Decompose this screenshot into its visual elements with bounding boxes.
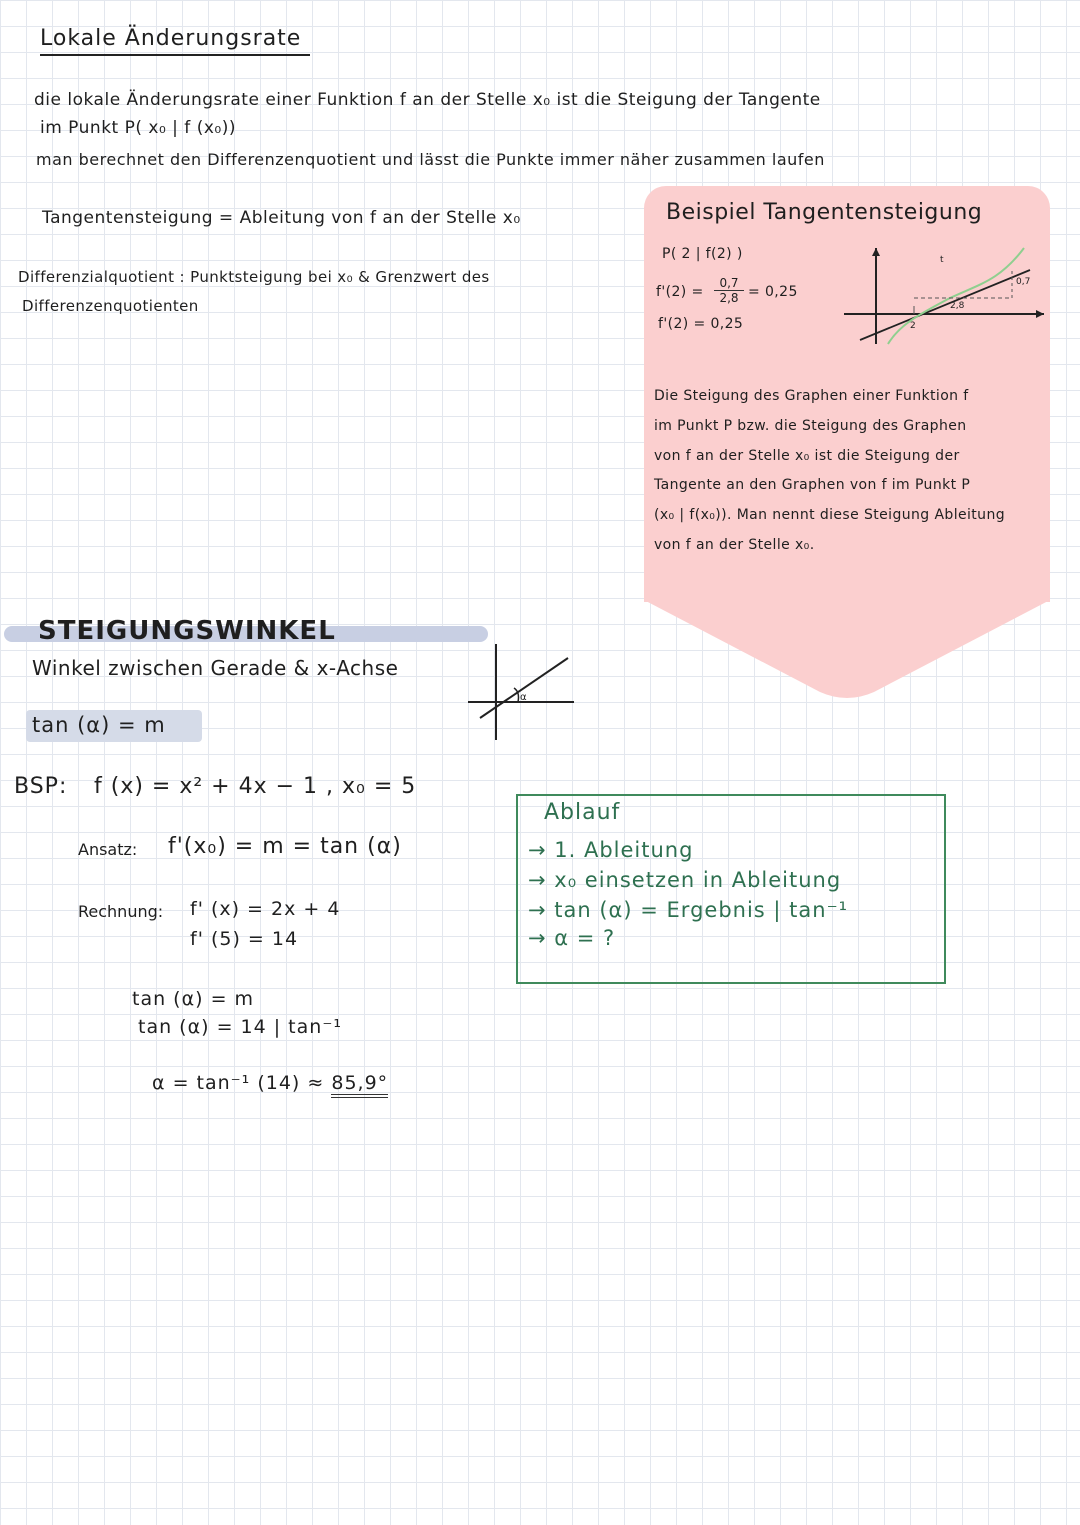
rechnung-line-1: f' (x) = 2x + 4 (190, 898, 341, 920)
fraction-denominator: 2,8 (719, 291, 739, 305)
ablauf-title: Ablauf (544, 800, 621, 825)
ablauf-step-2: → x₀ einsetzen in Ableitung (528, 868, 842, 892)
step-line-2: tan (α) = 14 | tan⁻¹ (138, 1016, 342, 1038)
step-line-1: tan (α) = m (132, 988, 255, 1010)
angle-sketch-label: α (520, 692, 527, 703)
intro-line-2: im Punkt P( x₀ | f (x₀)) (40, 118, 236, 138)
example-result: f'(2) = 0,25 (658, 316, 744, 332)
example-text-line-4: Tangente an den Graphen von f im Punkt P (654, 477, 971, 493)
diff-quotient-line-2: Differenzenquotienten (22, 297, 199, 315)
ansatz-label: Ansatz: (78, 840, 138, 859)
graph-label-dy: 0,7 (1016, 277, 1031, 287)
example-text-line-1: Die Steigung des Graphen einer Funktion f (654, 388, 969, 404)
angle-sketch (462, 640, 582, 744)
tangent-definition: Tangentensteigung = Ableitung von f an der Stelle x₀ (42, 208, 521, 228)
ansatz-formula: f'(x₀) = m = tan (α) (168, 834, 402, 859)
example-text-line-6: von f an der Stelle x₀. (654, 537, 815, 553)
example-text-line-3: von f an der Stelle x₀ ist die Steigung der (654, 448, 960, 464)
step-line-3 (152, 1072, 388, 1094)
fraction-numerator: 0,7 (714, 276, 744, 291)
example-text-line-5: (x₀ | f(x₀)). Man nennt diese Steigung Ableitung (654, 507, 1006, 523)
example-point: P( 2 | f(2) ) (662, 246, 743, 262)
graph-label-t: t (940, 255, 944, 265)
example-text-line-2: im Punkt P bzw. die Steigung des Graphen (654, 418, 967, 434)
graph-label-dx: 2,8 (950, 301, 965, 311)
ablauf-step-1: → 1. Ableitung (528, 838, 694, 862)
diff-quotient-line-1: Differenzialquotient : Punktsteigung bei x₀ & Grenzwert des (18, 268, 490, 286)
section-heading: STEIGUNGSWINKEL (38, 616, 336, 646)
bsp-label: BSP: (14, 774, 68, 799)
intro-line-1: die lokale Änderungsrate einer Funktion f an der Stelle x₀ ist die Steigung der Tangente (34, 90, 821, 110)
example-box-arrow-tip (644, 600, 1050, 700)
graph-label-x: 2 (910, 321, 916, 331)
tan-formula: tan (α) = m (32, 713, 166, 737)
example-fraction (714, 276, 744, 305)
section-subtitle: Winkel zwischen Gerade & x-Achse (32, 656, 399, 680)
step-3-prefix: α = tan⁻¹ (14) ≈ (152, 1072, 325, 1094)
rechnung-line-2: f' (5) = 14 (190, 928, 299, 950)
ablauf-step-4: → α = ? (528, 926, 616, 950)
example-calc-prefix: f'(2) = (656, 284, 704, 300)
bsp-function: f (x) = x² + 4x − 1 , x₀ = 5 (94, 774, 417, 799)
intro-line-3: man berechnet den Differenzenquotient und lässt die Punkte immer näher zusammen laufen (36, 150, 825, 169)
page-title: Lokale Änderungsrate (40, 26, 310, 56)
ablauf-step-3: → tan (α) = Ergebnis | tan⁻¹ (528, 898, 849, 922)
tangent-graph (840, 240, 1050, 350)
final-result: 85,9° (331, 1072, 388, 1098)
example-calc-result: = 0,25 (748, 284, 798, 300)
rechnung-label: Rechnung: (78, 902, 164, 921)
example-box-title: Beispiel Tangentensteigung (666, 200, 983, 225)
